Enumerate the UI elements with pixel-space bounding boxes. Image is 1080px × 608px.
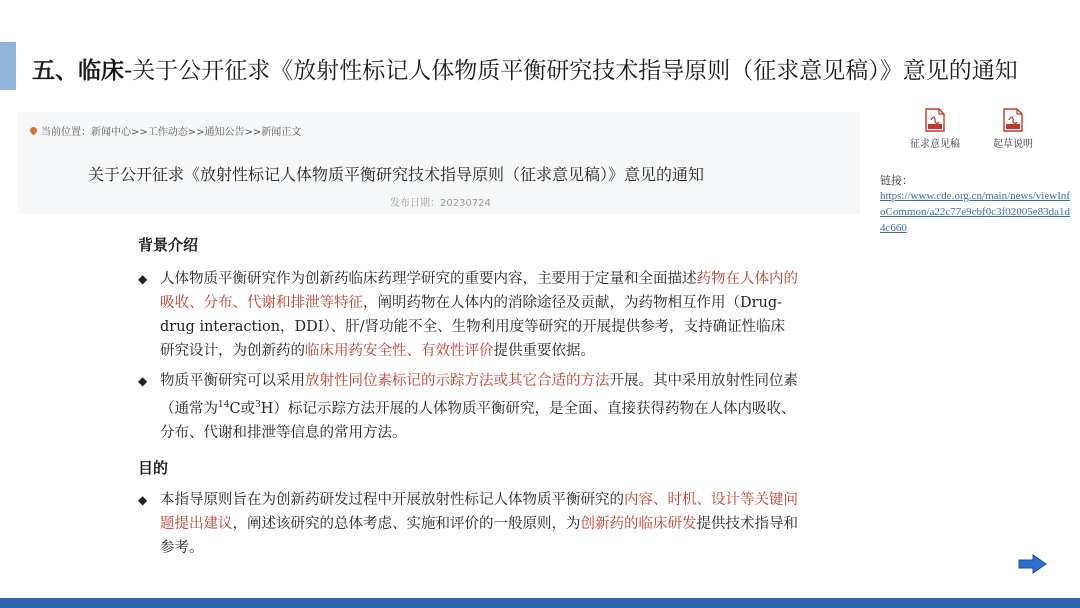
bullet-text: 人体物质平衡研究作为创新药临床药理学研究的重要内容，主要用于定量和全面描述药物在人体内的吸收、分布、代谢和排泄等特征，阐明药物在人体内的消除途径及贡献，为药物相互作用（Drug-drug interaction，DDI）、肝/肾功能不全、生物利用度等研究的开展提供参考，支持确证性临床研究设计，为创新药的临床用药安全性、有效性评价提供重要依据。 [160, 271, 798, 359]
bullet-text: 物质平衡研究可以采用放射性同位素标记的示踪方法或其它合适的方法开展。其中采用放射性同位素（通常为$^{14}$C或$^3$H）标记示踪方法开展的人体物质平衡研究，是全面、直接获得药物在人体内吸收、分布、代谢和排泄等信息的常用方法。 [160, 373, 798, 441]
bullet-text: 本指导原则旨在为创新药研发过程中开展放射性标记人体物质平衡研究的内容、时机、设计等关键问题提出建议，阐述该研究的总体考虑、实施和评价的一般原则，为创新药的临床研发提供技术指导和参考。 [160, 491, 798, 556]
diamond-bullet-icon: ◆ [138, 492, 148, 507]
location-pin-icon [29, 126, 39, 136]
breadcrumb-text: 当前位置：新闻中心>>工作动态>>通知公告>>新闻正文 [41, 127, 302, 138]
highlight-text: 药物在人体内的吸收、分布、代谢和排泄等特征 [160, 271, 798, 311]
slide-content [138, 228, 798, 560]
bullet-item [138, 267, 798, 363]
highlight-text: 创新药的临床研发 [580, 515, 697, 532]
highlight-text: 临床用药安全性、有效性评价 [305, 343, 494, 359]
highlight-text: 内容、时机、设计等关键问题提出建议 [160, 491, 798, 532]
attachment-label: 征求意见稿 [910, 139, 960, 150]
title-accent-bar [0, 42, 16, 90]
breadcrumb [30, 123, 301, 138]
webpage-screenshot [18, 112, 860, 214]
purpose-heading: 目的 [138, 458, 169, 477]
attachment-explanation[interactable] [973, 108, 1053, 150]
bullet-item [138, 488, 798, 560]
pdf-icon [924, 108, 946, 132]
diamond-bullet-icon: ◆ [138, 374, 148, 388]
source-link[interactable]: https://www.cde.org.cn/main/news/viewInfoCommon/a22c77e9cbf0c3f02005e83da1d4c660 [880, 190, 1071, 234]
publish-date: 发布日期：20230724 [390, 198, 491, 209]
slide-title-section: 五、临床 [32, 58, 124, 84]
attachment-draft[interactable] [895, 108, 975, 150]
slide-title [32, 52, 1018, 85]
attachment-label: 起草说明 [993, 139, 1033, 150]
background-heading: 背景介绍 [138, 236, 199, 254]
footer-bar [0, 598, 1080, 608]
bullet-item [138, 369, 798, 445]
right-arrow-icon[interactable] [1018, 553, 1048, 575]
diamond-bullet-icon: ◆ [138, 272, 148, 286]
pdf-icon [1002, 108, 1024, 132]
notice-title: 关于公开征求《放射性标记人体物质平衡研究技术指导原则（征求意见稿）》意见的通知 [88, 165, 705, 184]
highlight-text: 放射性同位素标记的示踪方法或其它合适的方法 [305, 373, 610, 389]
slide-title-text: -关于公开征求《放射性标记人体物质平衡研究技术指导原则（征求意见稿）》意见的通知 [124, 58, 1018, 84]
link-label: 链接： [880, 174, 913, 187]
